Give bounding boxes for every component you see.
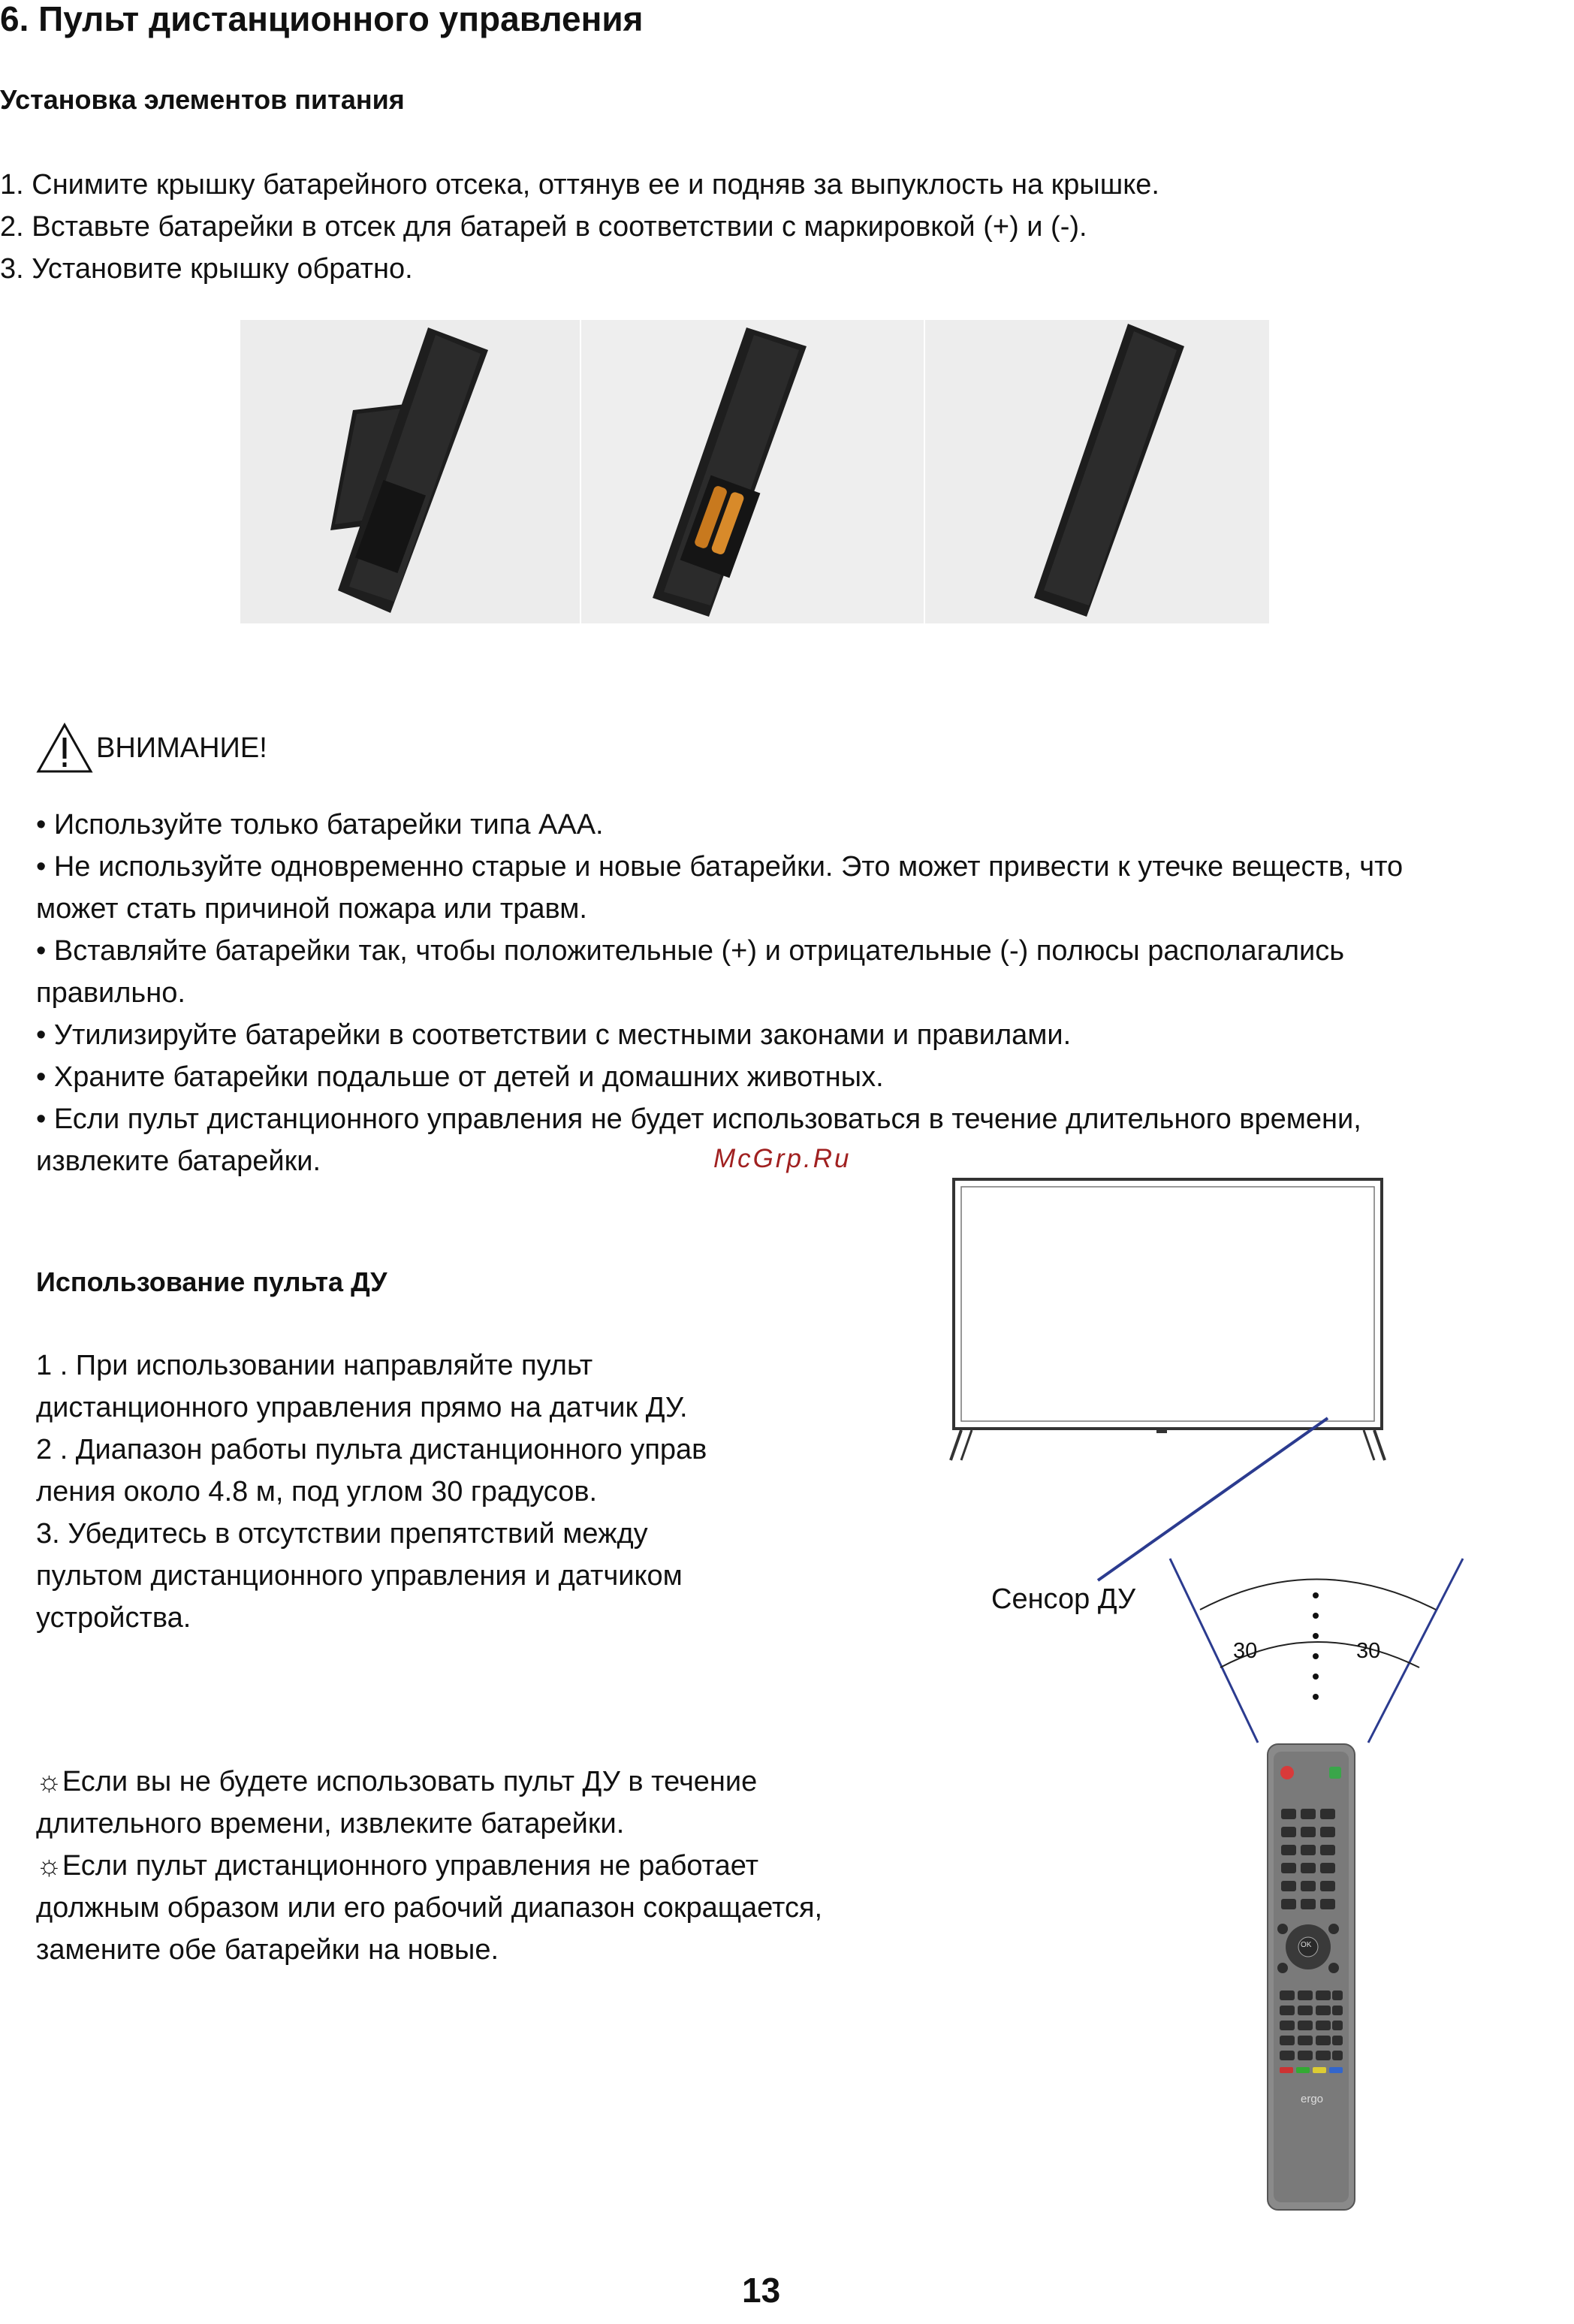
warning-line: • Утилизируйте батарейки в соответствии с местными законами и правилами. [36, 1019, 1072, 1051]
warning-line: правильно. [36, 977, 185, 1009]
photo-cover-closed [925, 320, 1269, 623]
warning-heading [36, 723, 267, 774]
note-line: длительного времени, извлеките батарейки. [36, 1808, 625, 1840]
photo-batteries-inserted [581, 320, 924, 623]
remote-illustration [1266, 1743, 1356, 2211]
usage-line: 1 . При использовании направляйте пульт [36, 1350, 593, 1381]
battery-heading: Установка элементов питания [0, 84, 405, 115]
warning-line: извлеките батарейки. [36, 1145, 321, 1177]
battery-install-photos [240, 320, 1269, 623]
usage-heading: Использование пульта ДУ [36, 1266, 387, 1297]
usage-line: дистанционного управления прямо на датчик ДУ. [36, 1392, 688, 1423]
warning-line: • Храните батарейки подальше от детей и домашних животных. [36, 1061, 884, 1093]
note-line: ☼Если пульт дистанционного управления не работает [36, 1850, 759, 1882]
warning-line: • Если пульт дистанционного управления не будет использоваться в течение длительного времени, [36, 1103, 1361, 1135]
note-line: должным образом или его рабочий диапазон сокращается, [36, 1892, 823, 1924]
usage-line: устройства. [36, 1602, 191, 1634]
usage-line: 3. Убедитесь в отсутствии препятствий между [36, 1518, 648, 1550]
warning-triangle-icon [36, 723, 93, 774]
warning-title: ВНИМАНИЕ! [96, 732, 267, 764]
remote-brand-label: ergo [1301, 2093, 1324, 2105]
warning-line: может стать причиной пожара или травм. [36, 893, 587, 925]
section-title: 6. Пульт дистанционного управления [0, 0, 644, 38]
warning-line: • Вставляйте батарейки так, чтобы положительные (+) и отрицательные (-) полюсы располагались [36, 935, 1345, 967]
photo-cover-removed [240, 320, 580, 623]
sensor-label: Сенсор ДУ [991, 1583, 1136, 1615]
warning-line: • Не используйте одновременно старые и новые батарейки. Это может привести к утечке веществ, что [36, 851, 1404, 883]
usage-line: ления около 4.8 м, под углом 30 градусов. [36, 1476, 598, 1508]
watermark: McGrp.Ru [713, 1144, 852, 1173]
battery-steps [0, 164, 1159, 290]
warning-line: • Используйте только батарейки типа ААА. [36, 809, 604, 841]
remote-range-diagram [931, 1166, 1502, 2217]
note-line: замените обе батарейки на новые. [36, 1934, 499, 1966]
angle-right-label: 30 [1356, 1639, 1381, 1663]
usage-list [36, 1345, 707, 1639]
battery-step: 2. Вставьте батарейки в отсек для батарей в соответствии с маркировкой (+) и (-). [0, 211, 1087, 243]
battery-step: 1. Снимите крышку батарейного отсека, оттянув ее и подняв за выпуклость на крышке. [0, 169, 1159, 201]
notes-list [36, 1761, 822, 1971]
usage-line: пультом дистанционного управления и датчиком [36, 1560, 683, 1592]
tv-illustration [951, 1179, 1385, 1460]
warning-list [36, 804, 1403, 1182]
usage-line: 2 . Диапазон работы пульта дистанционного управ [36, 1434, 707, 1465]
battery-step: 3. Установите крышку обратно. [0, 253, 413, 285]
angle-left-label: 30 [1233, 1639, 1258, 1663]
remote-ok-label: OK [1301, 1941, 1312, 1949]
page-number: 13 [742, 2271, 781, 2310]
note-line: ☼Если вы не будете использовать пульт ДУ в течение [36, 1766, 758, 1797]
